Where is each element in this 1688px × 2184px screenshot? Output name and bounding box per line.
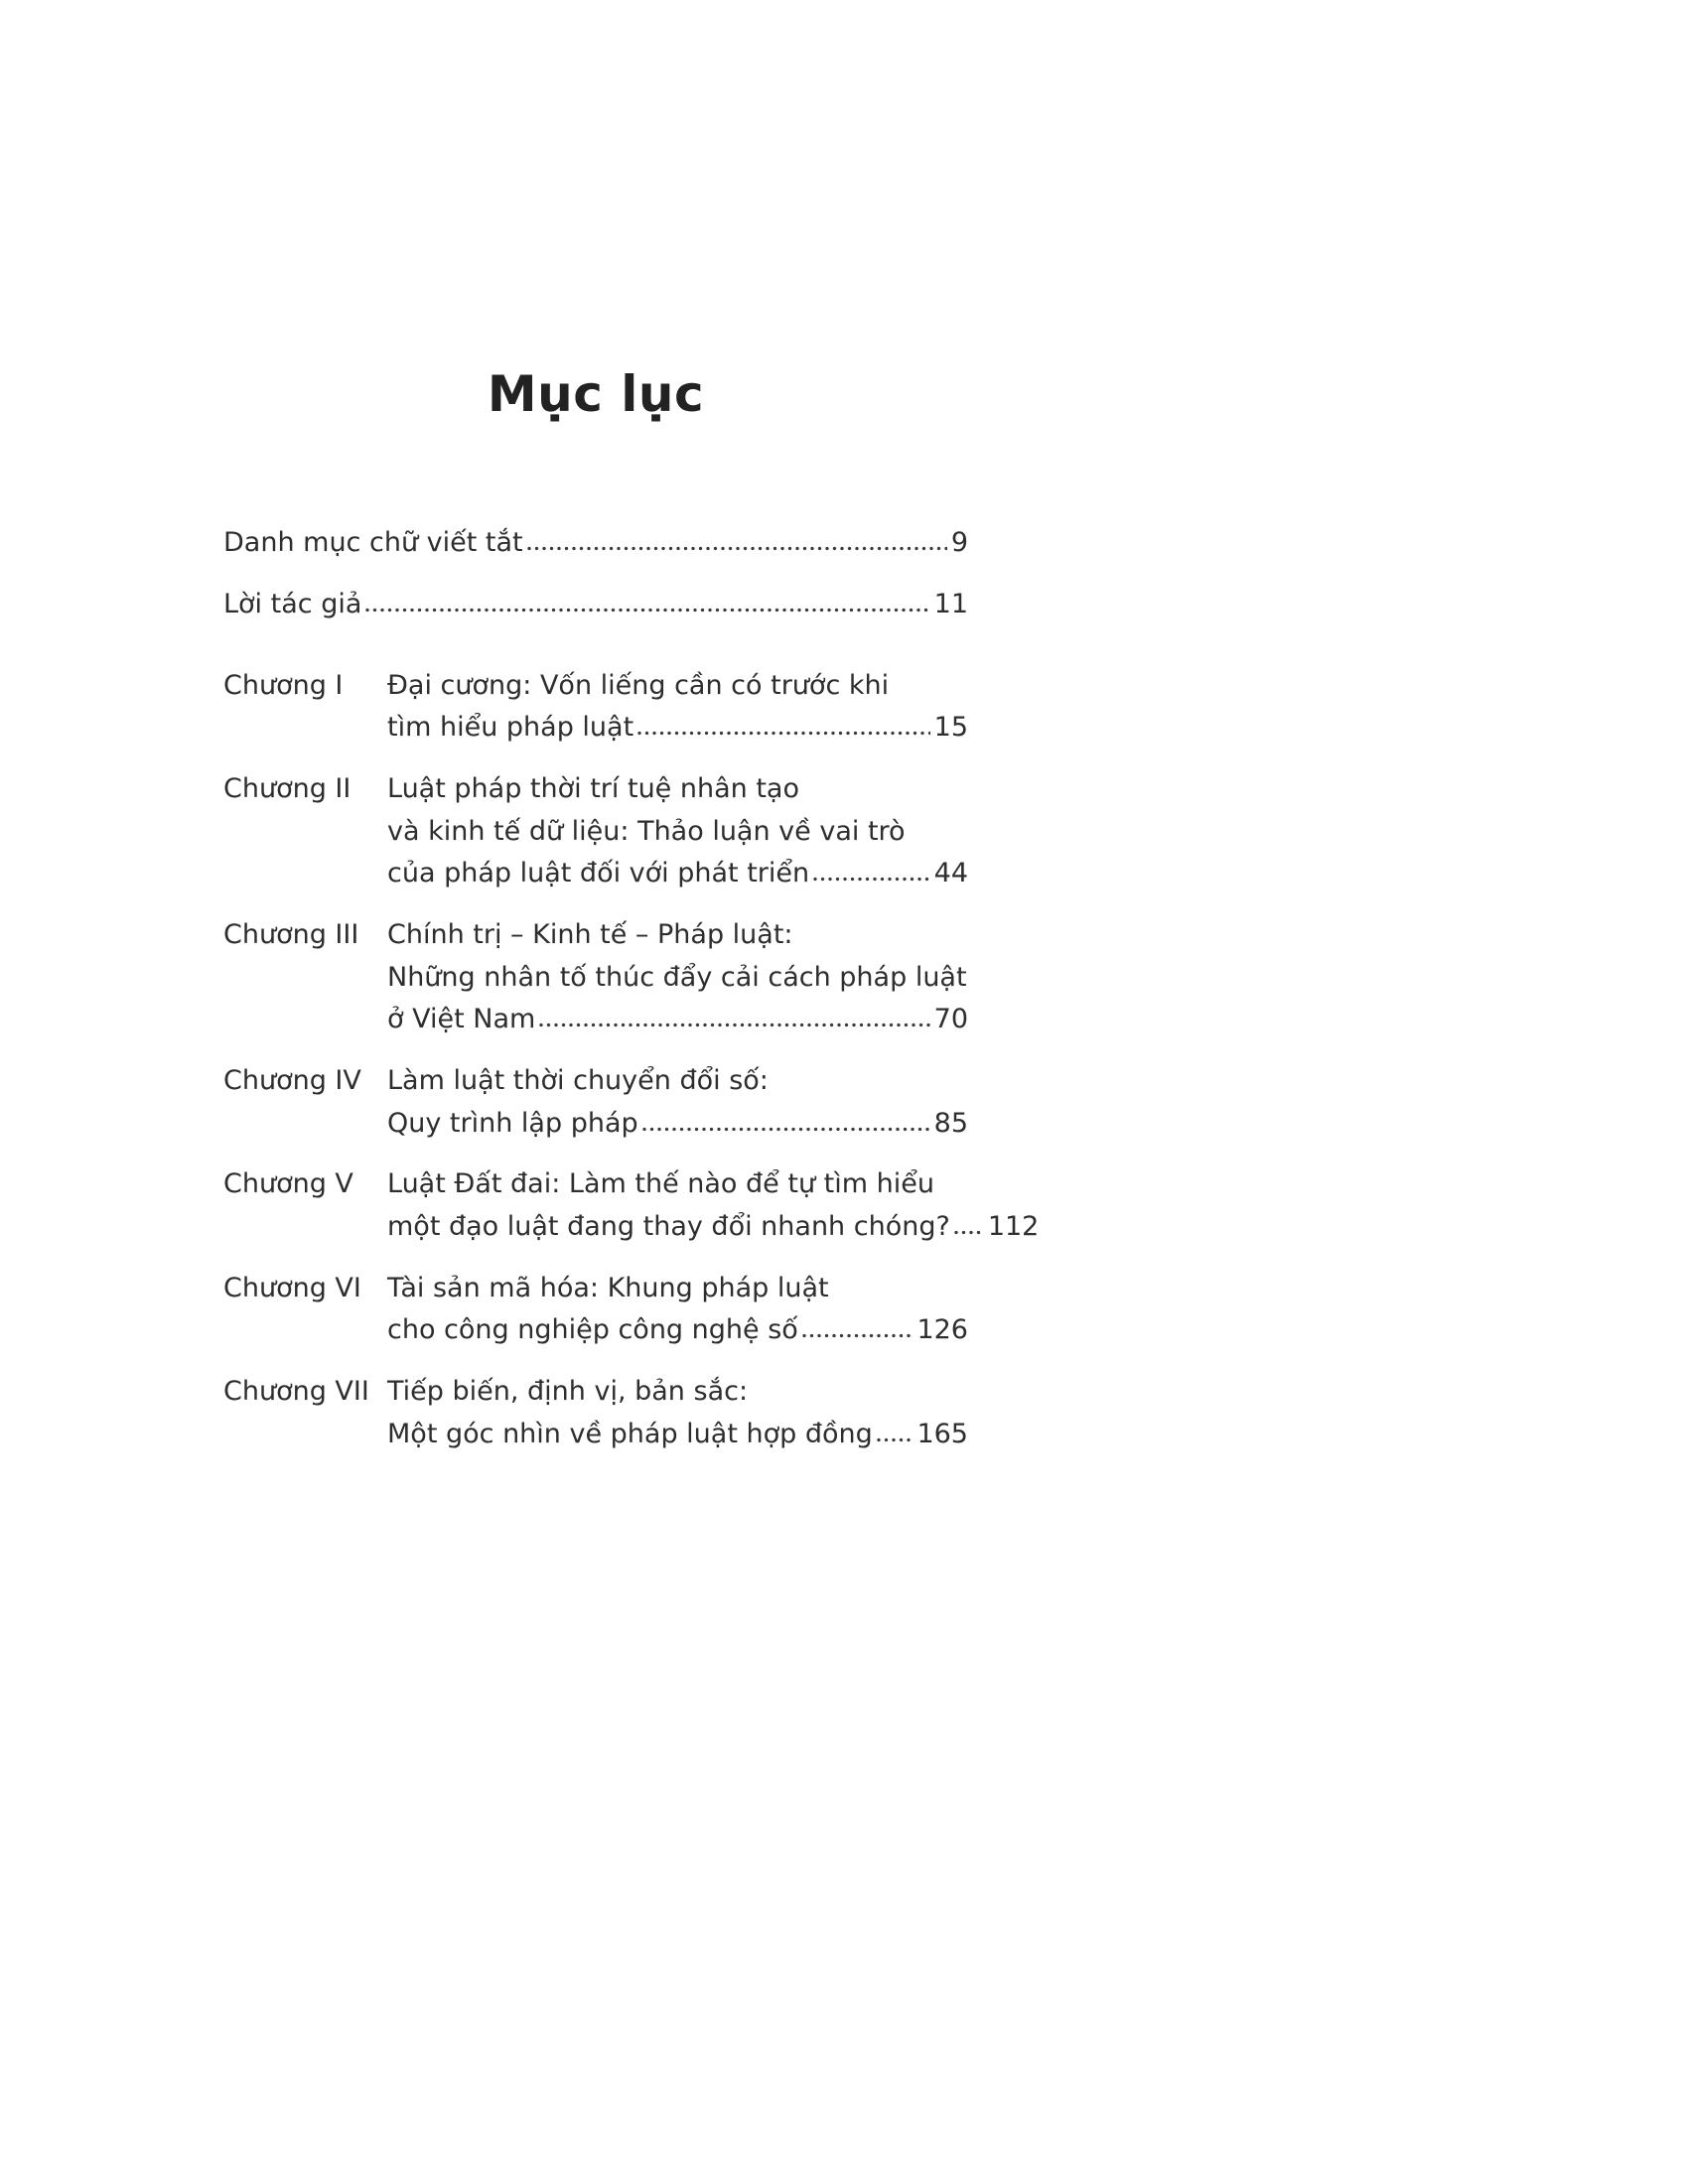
toc-chapter-entry: [223, 1371, 968, 1455]
chapter-last-line: [387, 999, 968, 1041]
chapter-label: Chương VII: [223, 1375, 369, 1407]
page-number: 85: [933, 1107, 968, 1139]
chapter-title-line: Những nhân tố thúc đẩy cải cách pháp luật: [387, 961, 967, 993]
toc-chapter-entry: [223, 768, 968, 895]
toc-chapter-entry: [223, 1060, 968, 1145]
chapter-title-line: Đại cương: Vốn liếng cần có trước khi: [387, 669, 890, 701]
chapter-last-line: [387, 1103, 968, 1146]
chapter-label: Chương IV: [223, 1064, 361, 1096]
chapter-title-line: tìm hiểu pháp luật: [387, 712, 634, 744]
page-number: 44: [933, 858, 968, 889]
chapter-title-line: Luật Đất đai: Làm thế nào để tự tìm hiểu: [387, 1168, 934, 1200]
toc-chapter-entry: [223, 1268, 968, 1352]
chapter-title-line: ở Việt Nam: [387, 1004, 536, 1035]
chapter-title: [387, 1268, 968, 1352]
chapter-last-line: [387, 853, 968, 895]
dot-leader: [877, 1437, 914, 1442]
dot-leader: [802, 1333, 914, 1338]
chapter-title-line: Luật pháp thời trí tuệ nhân tạo: [387, 773, 799, 804]
page-number: 126: [916, 1314, 968, 1346]
dot-leader: [539, 1023, 929, 1027]
toc-content: [223, 365, 1040, 1474]
dot-leader: [365, 608, 929, 613]
chapter-label: Chương I: [223, 669, 344, 701]
dot-leader: [813, 877, 930, 882]
chapter-title-line: Quy trình lập pháp: [387, 1107, 638, 1139]
chapter-label: Chương V: [223, 1168, 353, 1200]
chapter-title-line: Tài sản mã hóa: Khung pháp luật: [387, 1272, 829, 1303]
chapter-last-line: [387, 1309, 968, 1352]
chapter-title: [387, 665, 968, 750]
chapter-title-line: một đạo luật đang thay đổi nhanh chóng?: [387, 1210, 950, 1242]
page-title: Mục lục: [487, 365, 705, 423]
chapter-title: [387, 1163, 1040, 1248]
toc-entry: [223, 522, 968, 564]
chapter-last-line: [387, 1414, 968, 1456]
page-number: 15: [933, 712, 968, 744]
chapters-section: [223, 665, 1040, 1456]
chapter-title: [387, 768, 968, 895]
chapter-title-line: của pháp luật đối với phát triển: [387, 858, 810, 889]
page-number: 9: [950, 527, 968, 558]
chapter-title: [387, 914, 968, 1041]
page-number: 112: [987, 1210, 1040, 1242]
toc-chapter-entry: [223, 1163, 1040, 1248]
page-number: 165: [916, 1418, 968, 1449]
dot-leader: [642, 1127, 930, 1132]
chapter-label: Chương III: [223, 918, 359, 950]
chapter-title: [387, 1060, 968, 1145]
chapter-title-line: và kinh tế dữ liệu: Thảo luận về vai trò: [387, 815, 906, 847]
toc-entry: [223, 584, 968, 625]
chapter-label: Chương VI: [223, 1272, 361, 1303]
chapter-title-line: cho công nghiệp công nghệ số: [387, 1314, 798, 1346]
chapter-title-line: Tiếp biến, định vị, bản sắc:: [387, 1375, 749, 1407]
toc-chapter-entry: [223, 914, 968, 1041]
chapter-title-line: Chính trị – Kinh tế – Pháp luật:: [387, 918, 793, 950]
chapter-title-line: Làm luật thời chuyển đổi số:: [387, 1064, 769, 1096]
dot-leader: [527, 546, 947, 551]
toc-entry-label: Lời tác giả: [223, 588, 362, 619]
toc-entry-label: Danh mục chữ viết tắt: [223, 527, 523, 558]
chapter-label: Chương II: [223, 773, 352, 804]
page-number: 70: [933, 1004, 968, 1035]
dot-leader: [637, 731, 929, 736]
dot-leader: [954, 1230, 984, 1235]
toc-chapter-entry: [223, 665, 968, 750]
chapter-last-line: [387, 707, 968, 750]
chapter-last-line: [387, 1206, 1040, 1249]
page-number: 11: [933, 588, 968, 619]
chapter-title-line: Một góc nhìn về pháp luật hợp đồng: [387, 1418, 873, 1449]
front-matter-section: [223, 522, 968, 625]
chapter-title: [387, 1371, 968, 1455]
